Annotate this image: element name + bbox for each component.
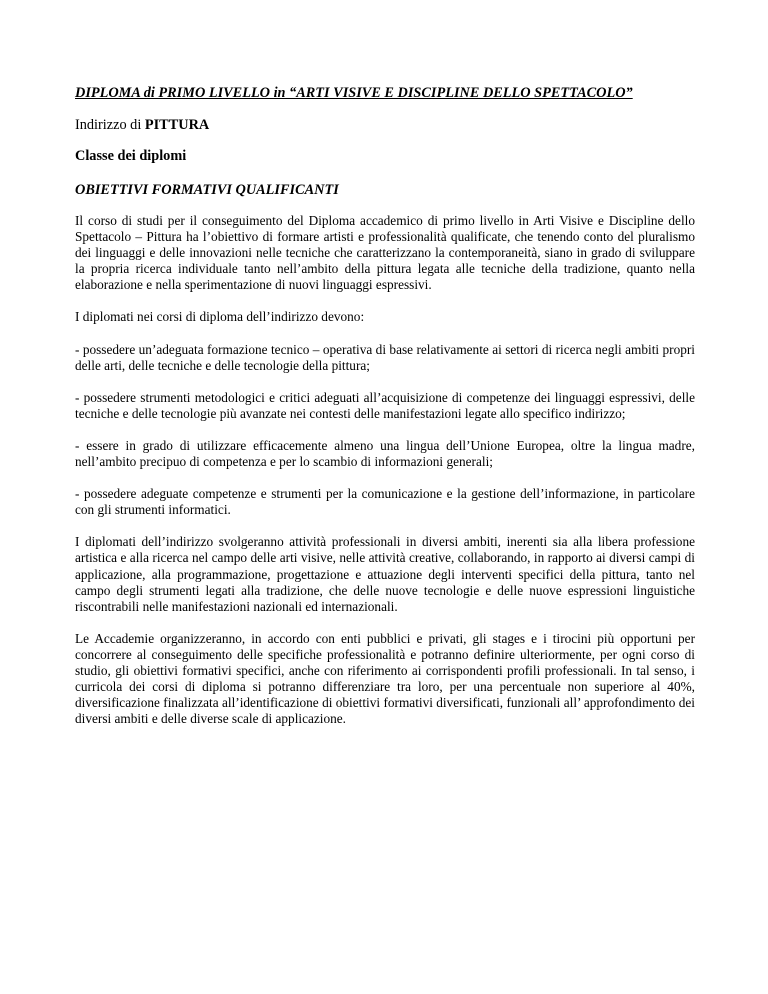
classe-label: Classe dei diplomi <box>75 148 187 164</box>
document-page <box>75 84 695 727</box>
paragraph-attivita-professionali: I diplomati dell’indirizzo svolgeranno attività professionali in diversi ambiti, inerenti sia alla libera professione artistica e alla ricerca nel campo delle arti visive, nelle attività creative, collaborando, in rapporto ai diversi campi di applicazione, alla programmazione, progettazione e attuazione degli interventi specifici della pittura, tanto nel campo degli strumenti legati alla tradizione, che delle nuove tecnologie e delle nuove espressioni linguistiche riscontrabili nelle manifestazioni nazionali ed internazionali. <box>75 534 695 614</box>
indirizzo-prefix: Indirizzo di <box>75 117 145 133</box>
document-title: DIPLOMA di PRIMO LIVELLO in “ARTI VISIVE E DISCIPLINE DELLO SPETTACOLO” <box>75 85 633 101</box>
paragraph-accademie: Le Accademie organizzeranno, in accordo con enti pubblici e privati, gli stages e i tirocini più opportuni per concorrere al conseguimento delle specifiche professionalità e potranno definire ulteriormente, per ogni corso di studio, gli obiettivi formativi specifici, anche con riferimento ai corrispondenti profili professionali. In tal senso, i curricola dei corsi di diploma si potranno differenziare tra loro, per una percentuale non superiore al 40%, diversificazione finalizzata all’identificazione di obiettivi formativi diversificati, funzionali all’ approfondimento dei diversi ambiti e delle diverse scale di applicazione. <box>75 630 695 727</box>
section-title: OBIETTIVI FORMATIVI QUALIFICANTI <box>75 182 339 198</box>
paragraph-intro: Il corso di studi per il conseguimento del Diploma accademico di primo livello in Arti Visive e Discipline dello Spettacolo – Pittura ha l’obiettivo di formare artisti e professionalità qualificate, che tenendo conto del pluralismo dei linguaggi e delle innovazioni nelle tecniche che caratterizzano la contemporaneità, siano in grado di sviluppare la propria ricerca individuale tanto nell’ambito della pittura legata alle tecniche della tradizione, quanto nella elaborazione e nella sperimentazione di nuovi linguaggi espressivi. <box>75 213 695 293</box>
paragraph-diplomati-devono: I diplomati nei corsi di diploma dell’indirizzo devono: <box>75 309 365 325</box>
list-item-lingua: - essere in grado di utilizzare efficacemente almeno una lingua dell’Unione Europea, oltre la lingua madre, nell’ambito precipuo di competenza e per lo scambio di informazioni generali; <box>75 437 695 470</box>
list-item-strumenti-metodologici: - possedere strumenti metodologici e critici adeguati all’acquisizione di competenze dei linguaggi espressivi, delle tecniche e delle tecnologie più avanzate nei contesti delle manifestazioni legate allo specifico indirizzo; <box>75 389 695 421</box>
list-item-formazione: - possedere un’adeguata formazione tecnico – operativa di base relativamente ai settori di ricerca negli ambiti propri delle arti, delle tecniche e delle tecnologie della pittura; <box>75 341 695 373</box>
indirizzo-line <box>75 116 695 134</box>
indirizzo-name: PITTURA <box>144 117 210 133</box>
list-item-comunicazione: - possedere adeguate competenze e strumenti per la comunicazione e la gestione dell’informazione, in particolare con gli strumenti informatici. <box>75 486 695 518</box>
